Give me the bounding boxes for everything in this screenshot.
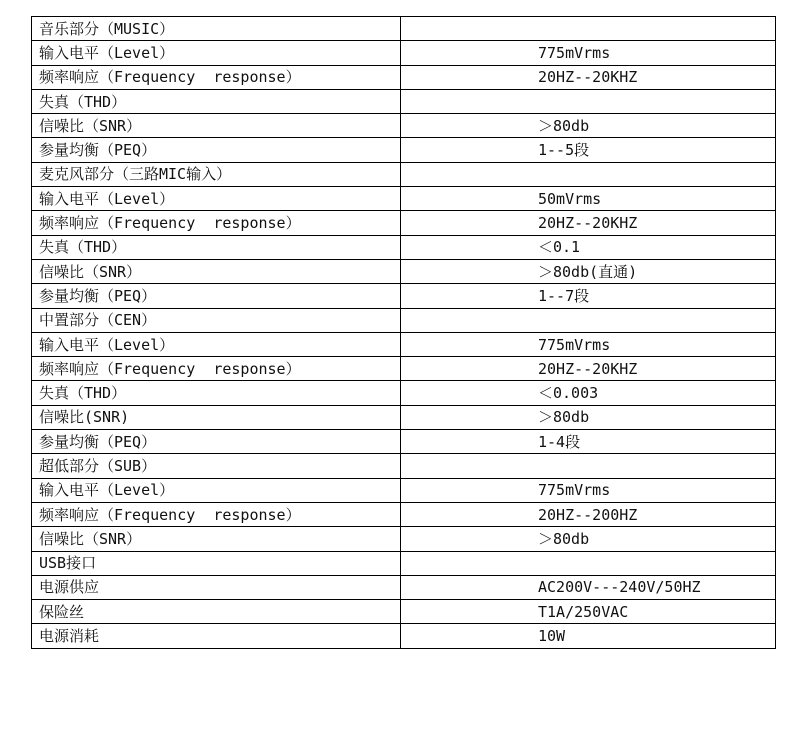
spec-table-body bbox=[32, 17, 776, 649]
spec-value: T1A/250VAC bbox=[401, 600, 776, 624]
spec-label: 信噪比(SNR) bbox=[32, 405, 401, 429]
spec-label: 失真（THD） bbox=[32, 89, 401, 113]
spec-row bbox=[32, 235, 776, 259]
spec-row bbox=[32, 332, 776, 356]
spec-value bbox=[401, 454, 776, 478]
spec-label: 输入电平（Level） bbox=[32, 332, 401, 356]
spec-row bbox=[32, 502, 776, 526]
spec-row bbox=[32, 41, 776, 65]
spec-value: 20HZ--20KHZ bbox=[401, 211, 776, 235]
spec-label: 麦克风部分（三路MIC输入） bbox=[32, 162, 401, 186]
spec-row bbox=[32, 65, 776, 89]
spec-row bbox=[32, 575, 776, 599]
spec-label: USB接口 bbox=[32, 551, 401, 575]
spec-label: 输入电平（Level） bbox=[32, 187, 401, 211]
spec-label: 输入电平（Level） bbox=[32, 478, 401, 502]
spec-row bbox=[32, 162, 776, 186]
spec-label: 参量均衡（PEQ） bbox=[32, 138, 401, 162]
spec-label: 电源消耗 bbox=[32, 624, 401, 648]
spec-label: 输入电平（Level） bbox=[32, 41, 401, 65]
spec-row bbox=[32, 187, 776, 211]
spec-label: 音乐部分（MUSIC） bbox=[32, 17, 401, 41]
spec-label: 超低部分（SUB） bbox=[32, 454, 401, 478]
spec-label: 信噪比（SNR） bbox=[32, 259, 401, 283]
spec-label: 参量均衡（PEQ） bbox=[32, 284, 401, 308]
spec-row bbox=[32, 211, 776, 235]
spec-row bbox=[32, 430, 776, 454]
spec-row bbox=[32, 114, 776, 138]
spec-value: 20HZ--20KHZ bbox=[401, 357, 776, 381]
spec-value: ＜0.003 bbox=[401, 381, 776, 405]
spec-row bbox=[32, 551, 776, 575]
spec-row bbox=[32, 478, 776, 502]
spec-value: 1--5段 bbox=[401, 138, 776, 162]
spec-value: ＞80db bbox=[401, 527, 776, 551]
spec-value: 20HZ--20KHZ bbox=[401, 65, 776, 89]
spec-label: 频率响应（Frequency response） bbox=[32, 211, 401, 235]
spec-label: 失真（THD） bbox=[32, 235, 401, 259]
spec-row bbox=[32, 138, 776, 162]
spec-table bbox=[31, 16, 776, 649]
spec-row bbox=[32, 284, 776, 308]
spec-value: AC200V---240V/50HZ bbox=[401, 575, 776, 599]
spec-value: 775mVrms bbox=[401, 332, 776, 356]
spec-row bbox=[32, 527, 776, 551]
spec-value bbox=[401, 551, 776, 575]
spec-label: 电源供应 bbox=[32, 575, 401, 599]
spec-label: 频率响应（Frequency response） bbox=[32, 502, 401, 526]
spec-value: 1-4段 bbox=[401, 430, 776, 454]
spec-value bbox=[401, 162, 776, 186]
spec-row bbox=[32, 381, 776, 405]
spec-value: ＞80db bbox=[401, 114, 776, 138]
spec-row bbox=[32, 89, 776, 113]
spec-row bbox=[32, 259, 776, 283]
spec-row bbox=[32, 357, 776, 381]
spec-row bbox=[32, 405, 776, 429]
spec-row bbox=[32, 17, 776, 41]
spec-value bbox=[401, 89, 776, 113]
spec-label: 信噪比（SNR） bbox=[32, 527, 401, 551]
spec-value: 20HZ--200HZ bbox=[401, 502, 776, 526]
spec-row bbox=[32, 308, 776, 332]
spec-value bbox=[401, 308, 776, 332]
spec-row bbox=[32, 624, 776, 648]
spec-label: 保险丝 bbox=[32, 600, 401, 624]
spec-value: 50mVrms bbox=[401, 187, 776, 211]
spec-label: 中置部分（CEN） bbox=[32, 308, 401, 332]
spec-label: 频率响应（Frequency response） bbox=[32, 357, 401, 381]
spec-value: 1--7段 bbox=[401, 284, 776, 308]
spec-value: ＞80db bbox=[401, 405, 776, 429]
spec-label: 失真（THD） bbox=[32, 381, 401, 405]
spec-value: 10W bbox=[401, 624, 776, 648]
spec-label: 信噪比（SNR） bbox=[32, 114, 401, 138]
spec-value: ＞80db(直通) bbox=[401, 259, 776, 283]
spec-row bbox=[32, 600, 776, 624]
spec-value: 775mVrms bbox=[401, 478, 776, 502]
spec-value: ＜0.1 bbox=[401, 235, 776, 259]
spec-label: 参量均衡（PEQ） bbox=[32, 430, 401, 454]
spec-value bbox=[401, 17, 776, 41]
spec-value: 775mVrms bbox=[401, 41, 776, 65]
spec-row bbox=[32, 454, 776, 478]
spec-label: 频率响应（Frequency response） bbox=[32, 65, 401, 89]
